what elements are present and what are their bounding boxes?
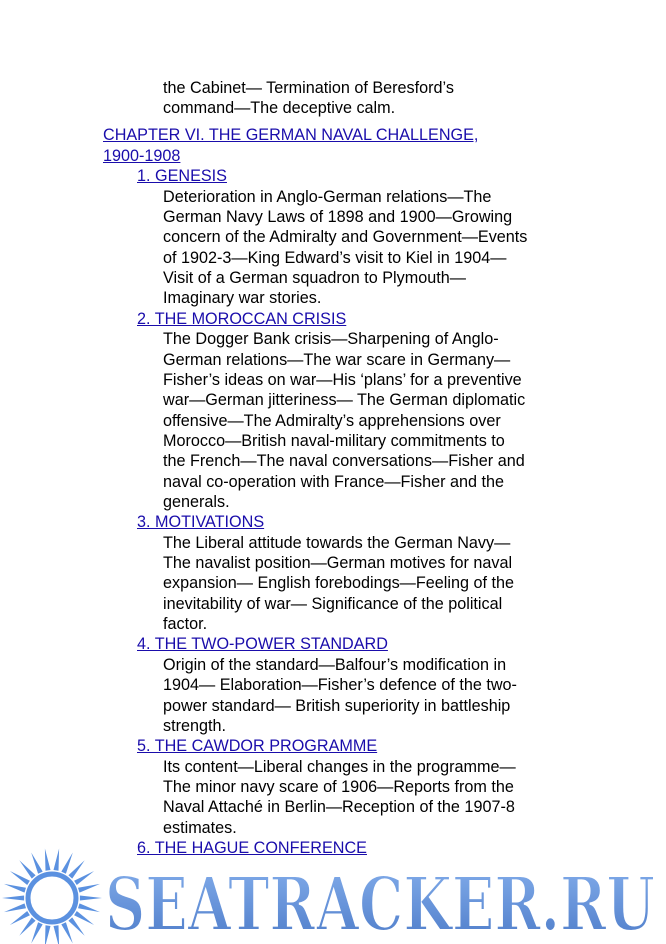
intro-line: command—The deceptive calm. [163,99,396,117]
sun-ray [68,860,84,878]
section-summary-line: naval co-operation with France—Fisher and the [163,473,505,491]
sun-icon [2,849,102,944]
section-link-genesis[interactable]: 1. GENESIS [137,167,227,185]
sun-ray [54,849,60,871]
chapter-title-line-2[interactable]: 1900-1908 [103,147,181,165]
sun-ray [78,903,100,912]
chapter-title-link[interactable] [103,146,180,166]
section-link-hague-conference[interactable]: 6. THE HAGUE CONFERENCE [137,839,367,857]
sun-ray [80,896,102,901]
section-summary-line: The Dogger Bank crisis—Sharpening of Anglo- [163,330,499,348]
section-summary-line: estimates. [163,819,237,837]
section-summary-line: expansion— English forebodings—Feeling of the [163,574,514,592]
sun-ray [2,896,24,901]
sun-ray [4,903,26,912]
section-summary-line: concern of the Admiralty and Government—Events [163,228,528,246]
section-summary-line: Naval Attaché in Berlin—Reception of the 1907-8 [163,798,515,816]
section-summary-line: Fisher’s ideas on war—His ‘plans’ for a preventive [163,371,522,389]
section-link-motivations[interactable]: 3. MOTIVATIONS [137,513,265,531]
section-summary-line: German relations—The war scare in Germany— [163,351,511,369]
sun-ray [68,917,84,935]
sun-ray [61,853,73,874]
section-summary-line: war—German jitteriness— The German diplomatic [163,391,526,409]
section-summary-line: Deterioration in Anglo-German relations—The [163,188,492,206]
section-summary-line: the French—The naval conversations—Fisher and [163,452,525,470]
section-summary-line: Morocco—British naval-military commitments to [163,432,505,450]
sun-ray [31,853,43,874]
section-link-moroccan-crisis[interactable]: 2. THE MOROCCAN CRISIS [137,310,347,328]
section-summary-line: 1904— Elaboration—Fisher’s defence of the two- [163,676,517,694]
sun-ray [31,922,43,943]
section-summary-line: generals. [163,493,230,511]
section-summary-line: power standard— British superiority in battleship [163,697,511,715]
section-summary-line: offensive—The Admiralty’s apprehensions over [163,412,501,430]
sun-ray [10,911,30,925]
watermark [0,838,666,944]
sun-ray [19,860,35,878]
section-summary-line: The navalist position—German motives for naval [163,554,513,572]
section-summary-line: of 1902-3—King Edward’s visit to Kiel in 1904— [163,249,507,267]
section-summary-line: inevitability of war— Significance of the political [163,595,503,613]
section-summary-line: German Navy Laws of 1898 and 1900—Growing [163,208,513,226]
section-summary-line: factor. [163,615,208,633]
section-summary-line: Its content—Liberal changes in the programme— [163,758,516,776]
section-summary-line: The Liberal attitude towards the German Navy— [163,534,511,552]
section-link-cawdor-programme[interactable]: 5. THE CAWDOR PROGRAMME [137,737,378,755]
sun-ray [54,925,60,944]
watermark-text: SEATRACKER.RU [105,862,655,944]
section-link-two-power-standard[interactable]: 4. THE TWO-POWER STANDARD [137,635,388,653]
sun-ray [74,911,94,925]
sun-ray [45,925,51,944]
sun-ray [61,922,73,943]
watermark-graphic [0,838,666,944]
sun-ray [19,917,35,935]
section-summary-line: strength. [163,717,226,735]
sun-ray [74,871,94,885]
section-summary-line: Imaginary war stories. [163,289,322,307]
section-summary-line: The minor navy scare of 1906—Reports from the [163,778,514,796]
section-summary-line: Origin of the standard—Balfour’s modification in [163,656,507,674]
sun-ray [4,884,26,893]
chapter-title-link[interactable] [103,125,478,145]
intro-line: the Cabinet— Termination of Beresford’s [163,79,454,97]
chapter-title-line-1[interactable]: CHAPTER VI. THE GERMAN NAVAL CHALLENGE, [103,126,479,144]
sun-ray [10,871,30,885]
sun-ray [45,849,51,871]
sun-ray [78,884,100,893]
section-summary-line: Visit of a German squadron to Plymouth— [163,269,466,287]
